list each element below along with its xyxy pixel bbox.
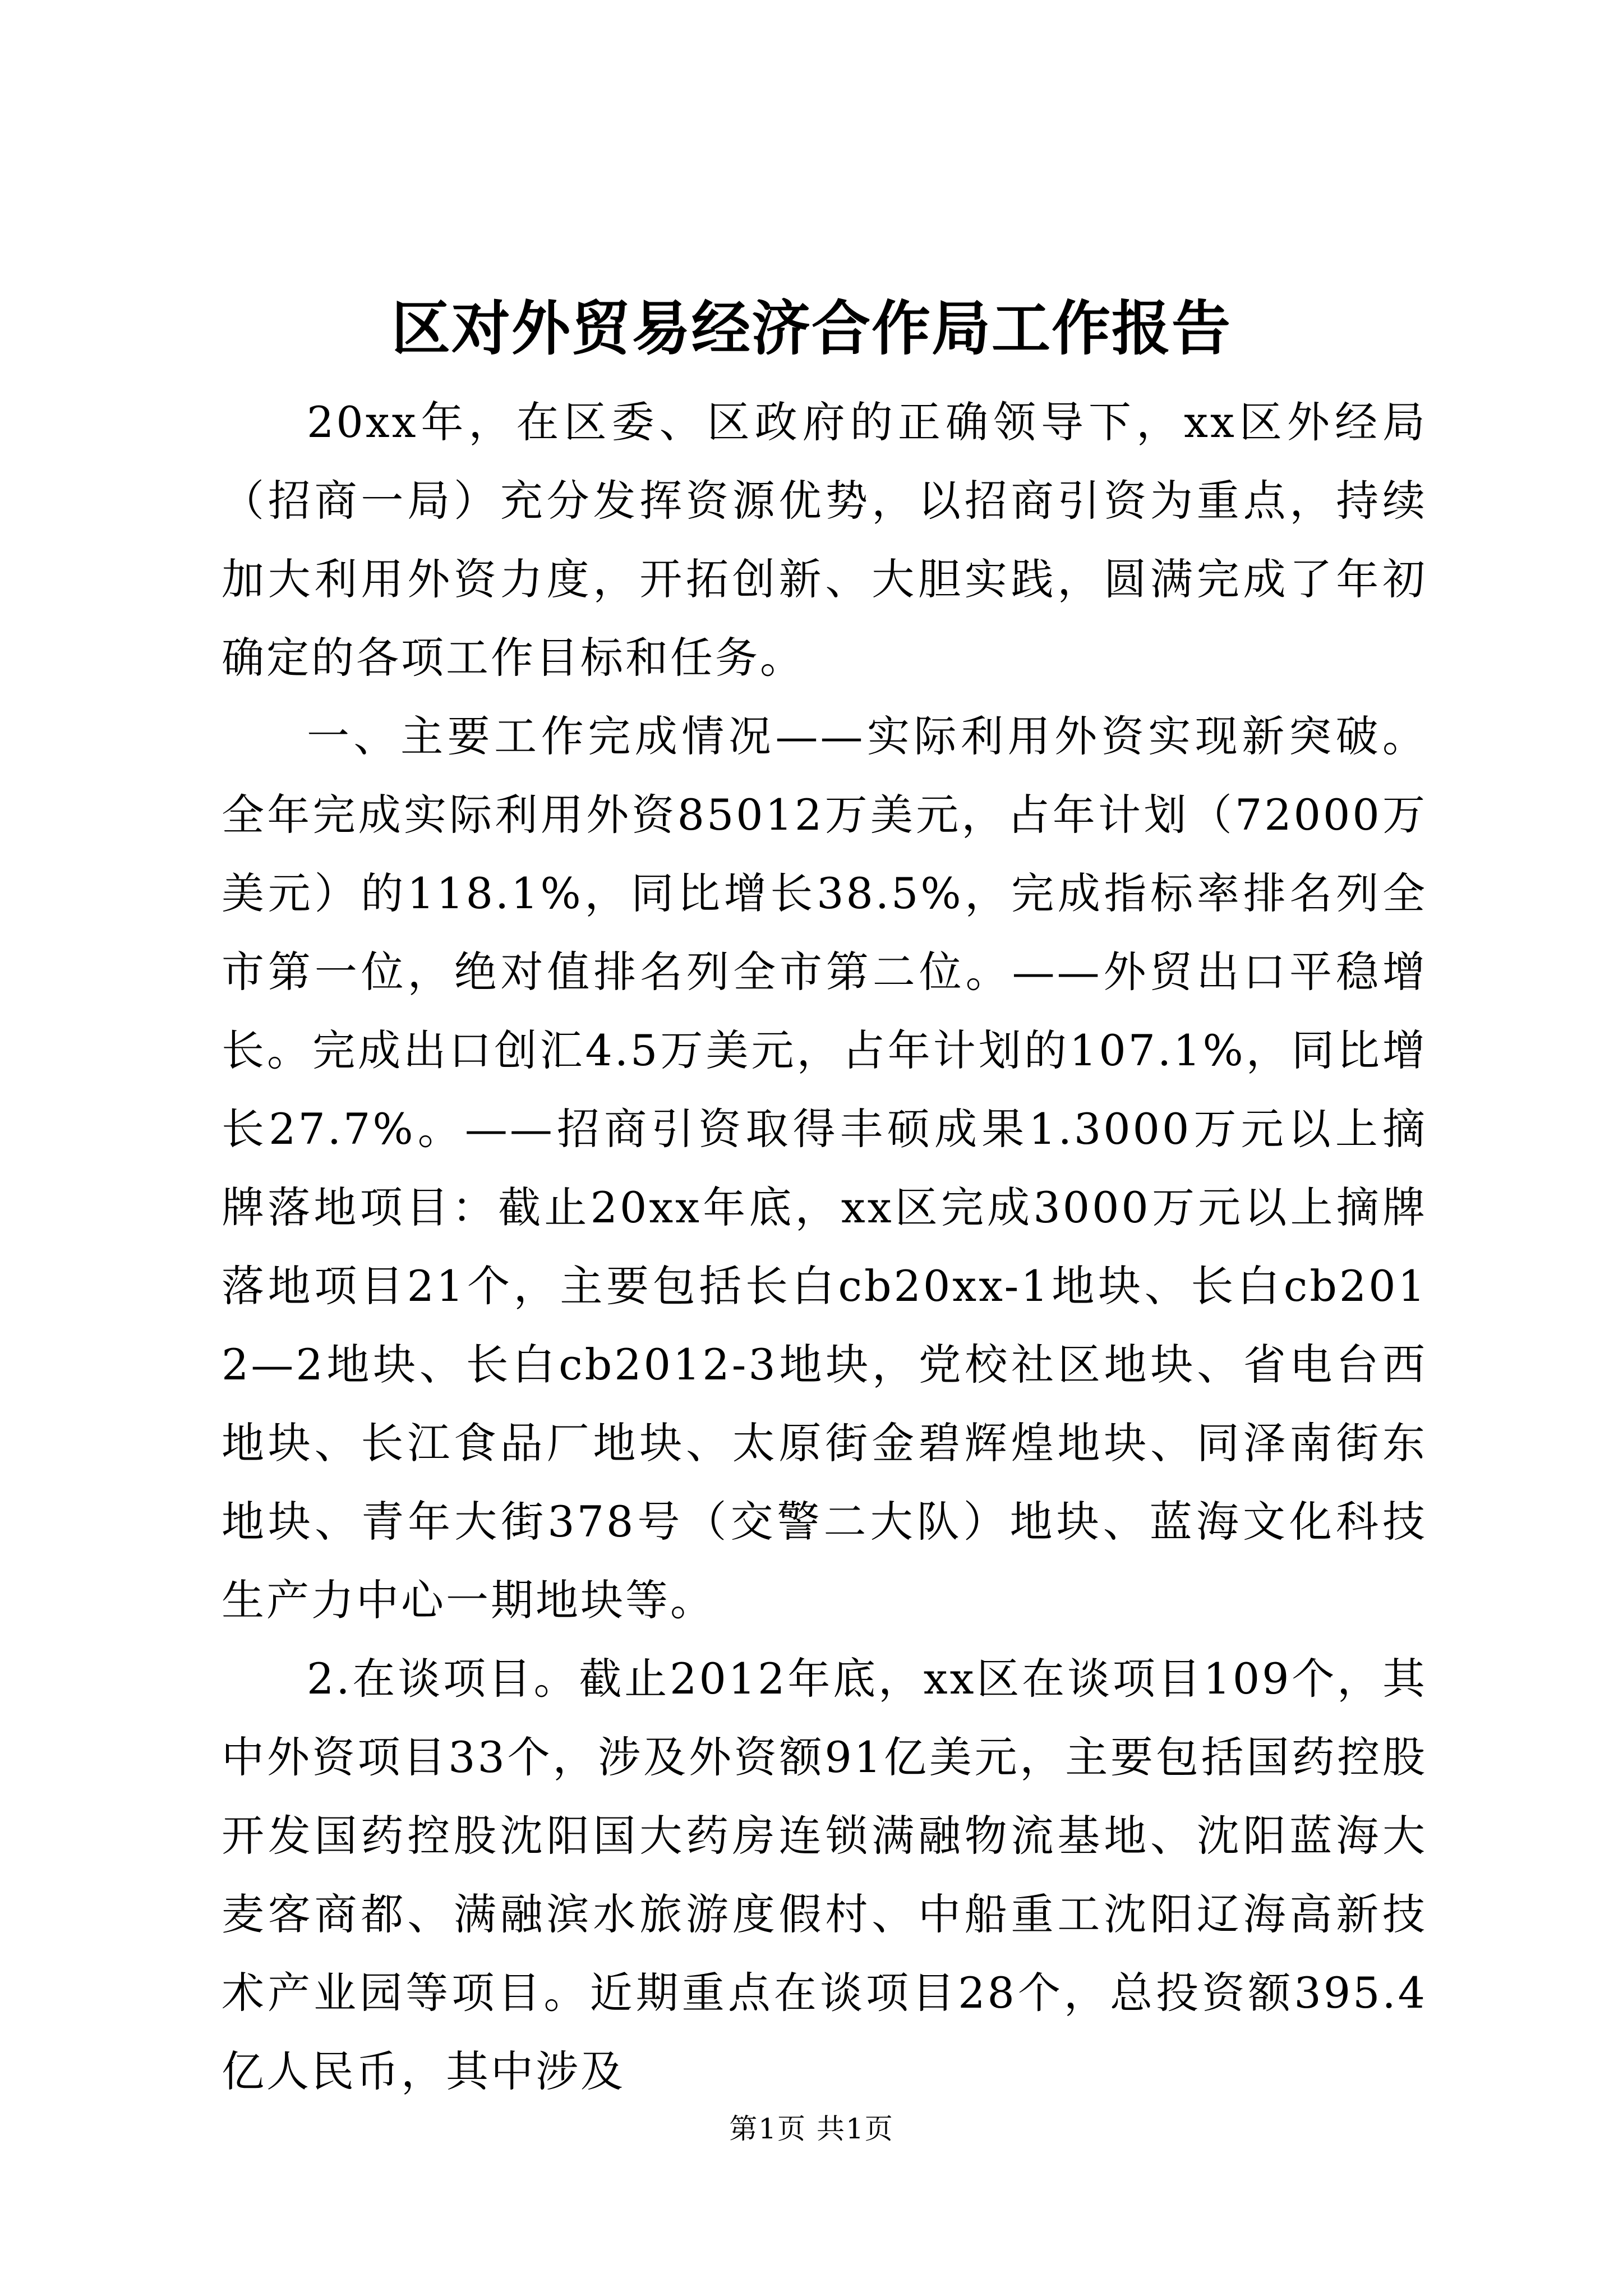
- document-title: 区对外贸易经济合作局工作报告: [391, 293, 1232, 363]
- paragraph-main-work: 一、主要工作完成情况——实际利用外资实现新突破。全年完成实际利用外资85012万美元，占年计划（72000万美元）的118.1%，同比增长38.5%，完成指标率排名列全市第一位，绝对值排名列全市第二位。——外贸出口平稳增长。完成出口创汇4.5万美元，占年计划的107.1%，同比增长27.7%。——招商引资取得丰硕成果1.3000万元以上摘牌落地项目：截止20xx年底，xx区完成3000万元以上摘牌落地项目21个，主要包括长白cb20xx-1地块、长白cb2012—2地块、长白cb2012-3地块，党校社区地块、省电台西地块、长江食品厂地块、太原街金碧辉煌地块、同泽南街东地块、青年大街378号（交警二大队）地块、蓝海文化科技生产力中心一期地块等。: [222, 711, 1427, 1625]
- paragraph-intro: 20xx年，在区委、区政府的正确领导下，xx区外经局（招商一局）充分发挥资源优势，以招商引资为重点，持续加大利用外资力度，开拓创新、大胆实践，圆满完成了年初确定的各项工作目标和任务。: [222, 397, 1427, 683]
- document-body: [222, 383, 1427, 2111]
- paragraph-projects: 2.在谈项目。截止2012年底，xx区在谈项目109个，其中外资项目33个，涉及外资额91亿美元，主要包括国药控股开发国药控股沈阳国大药房连锁满融物流基地、沈阳蓝海大麦客商都、满融滨水旅游度假村、中船重工沈阳辽海高新技术产业园等项目。近期重点在谈项目28个，总投资额395.4亿人民币，其中涉及: [222, 1654, 1427, 2096]
- page-footer: 第1页 共1页: [729, 2113, 894, 2145]
